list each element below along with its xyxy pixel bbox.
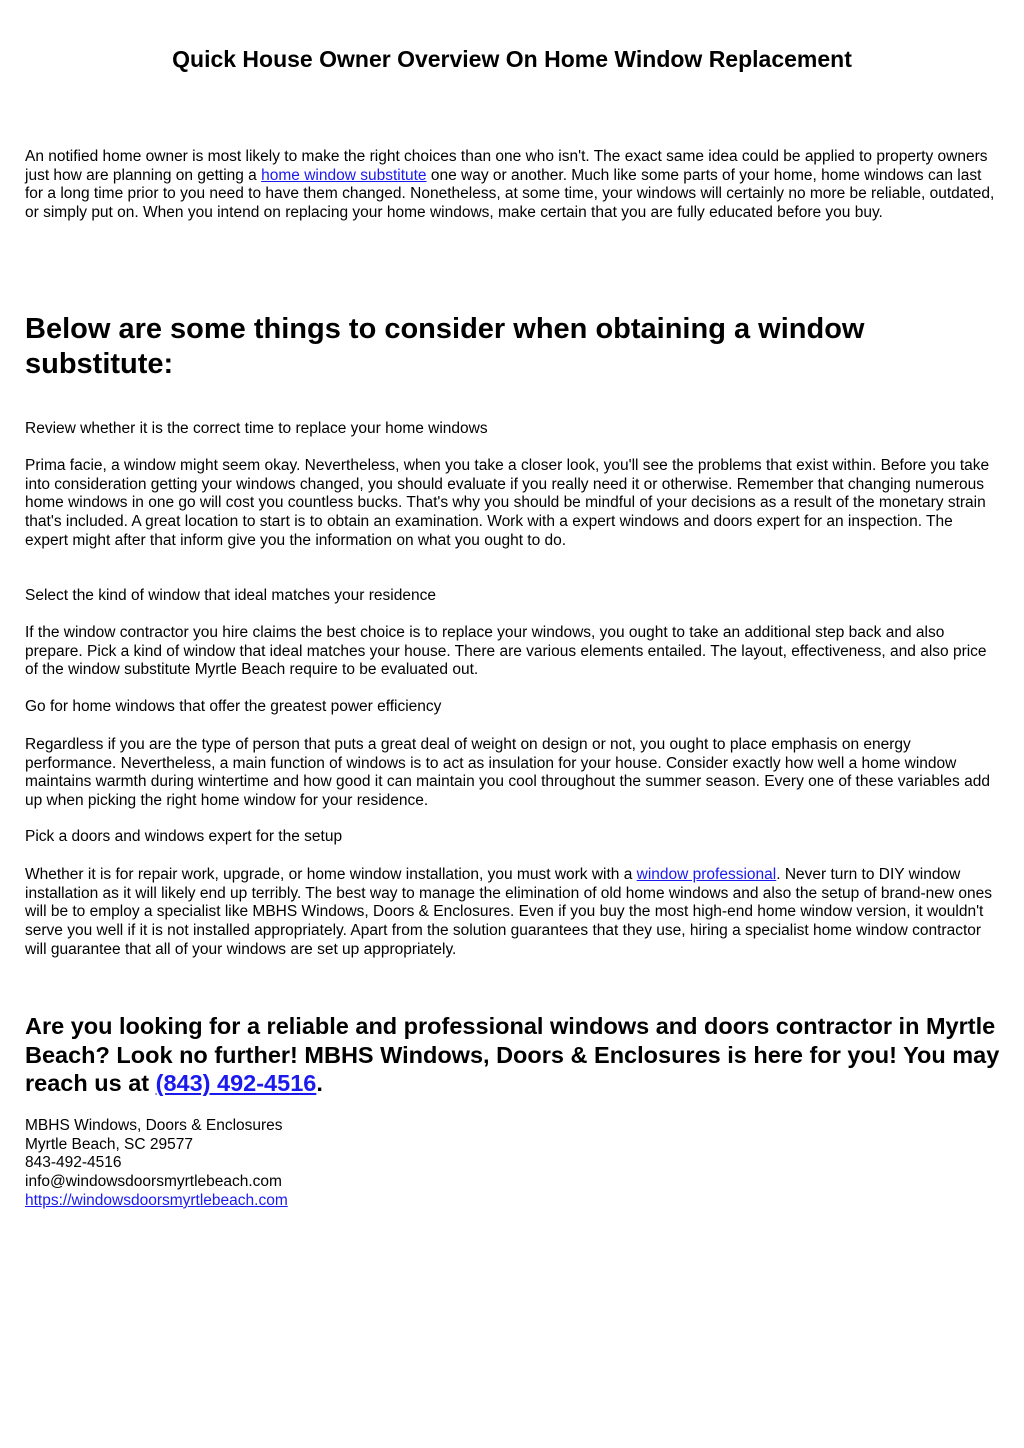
- cta-end: .: [316, 1070, 323, 1096]
- website-link[interactable]: https://windowsdoorsmyrtlebeach.com: [25, 1191, 288, 1209]
- expert-text-end: . Never turn to DIY window installation as it will likely end up terribly. The best way to manage the elimination of old home windows and also the setup of brand-new ones will be to employ a specialist like MBHS Windows, Doors & Enclosures. Even if you buy the most high-end home window version, it wouldn't serve you well if it is not installed appropriately. Apart from the solution guarantees that they use, hiring a specialist home window contractor will guarantee that all of your windows are set up appropriately.: [25, 866, 992, 958]
- call-to-action-heading: [25, 1012, 1010, 1098]
- company-email: info@windowsdoorsmyrtlebeach.com: [25, 1173, 282, 1191]
- document-title: Quick House Owner Overview On Home Window Replacement: [172, 46, 852, 72]
- subheading-expert: Pick a doors and windows expert for the setup: [25, 828, 343, 845]
- paragraph-timing: Prima facie, a window might seem okay. Nevertheless, when you take a closer look, you'll see the problems that exist within. Before you take into consideration getting your windows changed, you should evaluate if you really need it or otherwise. Remember that changing numerous home windows in one go will cost you countless bucks. That's why you should be mindful of your decisions as a result of the monetary strain that's included. A great location to start is to obtain an examination. Work with a expert windows and doors expert for an inspection. The expert might after that inform give you the information on what you ought to do.: [25, 457, 990, 549]
- paragraph-window-type: If the window contractor you hire claims the best choice is to replace your windows, you ought to take an additional step back and also prepare. Pick a kind of window that ideal matches your house. There are various elements entailed. The layout, effectiveness, and also price of the window substitute Myrtle Beach require to be evaluated out.: [25, 624, 987, 679]
- paragraph-expert: [25, 866, 1000, 960]
- subheading-timing: Review whether it is the correct time to replace your home windows: [25, 420, 488, 437]
- contact-block: [25, 1117, 1000, 1211]
- window-professional-link[interactable]: window professional: [636, 866, 777, 883]
- intro-paragraph: [25, 148, 1000, 223]
- intro-text-end: one way or another. Much like some parts of your home, home windows can last for a long time prior to you need to have them changed. Nonetheless, at some time, your windows will certainly no more be reliable, outdated, or simply put on. When you intend on replacing your home windows, make certain that you are fully educated before you buy.: [25, 166, 995, 222]
- company-phone: 843-492-4516: [25, 1154, 122, 1172]
- home-window-substitute-link[interactable]: home window substitute: [261, 166, 427, 184]
- company-name: MBHS Windows, Doors & Enclosures: [25, 1117, 283, 1134]
- section-heading: Below are some things to consider when obtaining a window substitute:: [25, 313, 865, 380]
- subheading-window-type: Select the kind of window that ideal matches your residence: [25, 587, 436, 604]
- paragraph-efficiency: Regardless if you are the type of person that puts a great deal of weight on design or not, you ought to place emphasis on energy performance. Nevertheless, a main function of windows is to act as insulation for your house. Consider exactly how well a home window maintains warmth during wintertime and how good it can maintain you cool throughout the summer season. Every one of these variables add up when picking the right home window for your residence.: [25, 736, 990, 810]
- company-address: Myrtle Beach, SC 29577: [25, 1135, 194, 1153]
- subheading-efficiency: Go for home windows that offer the greatest power efficiency: [25, 698, 442, 715]
- cta-text: Are you looking for a reliable and professional windows and doors contractor in Myrtle Beach? Look no further! MBHS Windows, Doors & Enclosures is here for you! You may reach us at: [25, 1013, 1000, 1096]
- phone-link[interactable]: (843) 492-4516: [155, 1070, 317, 1096]
- expert-text-start: Whether it is for repair work, upgrade, or home window installation, you must work with a: [25, 866, 637, 883]
- intro-text-start: An notified home owner is most likely to make the right choices than one who isn't. The exact same idea could be applied to property owners just how are planning on getting a: [25, 148, 988, 184]
